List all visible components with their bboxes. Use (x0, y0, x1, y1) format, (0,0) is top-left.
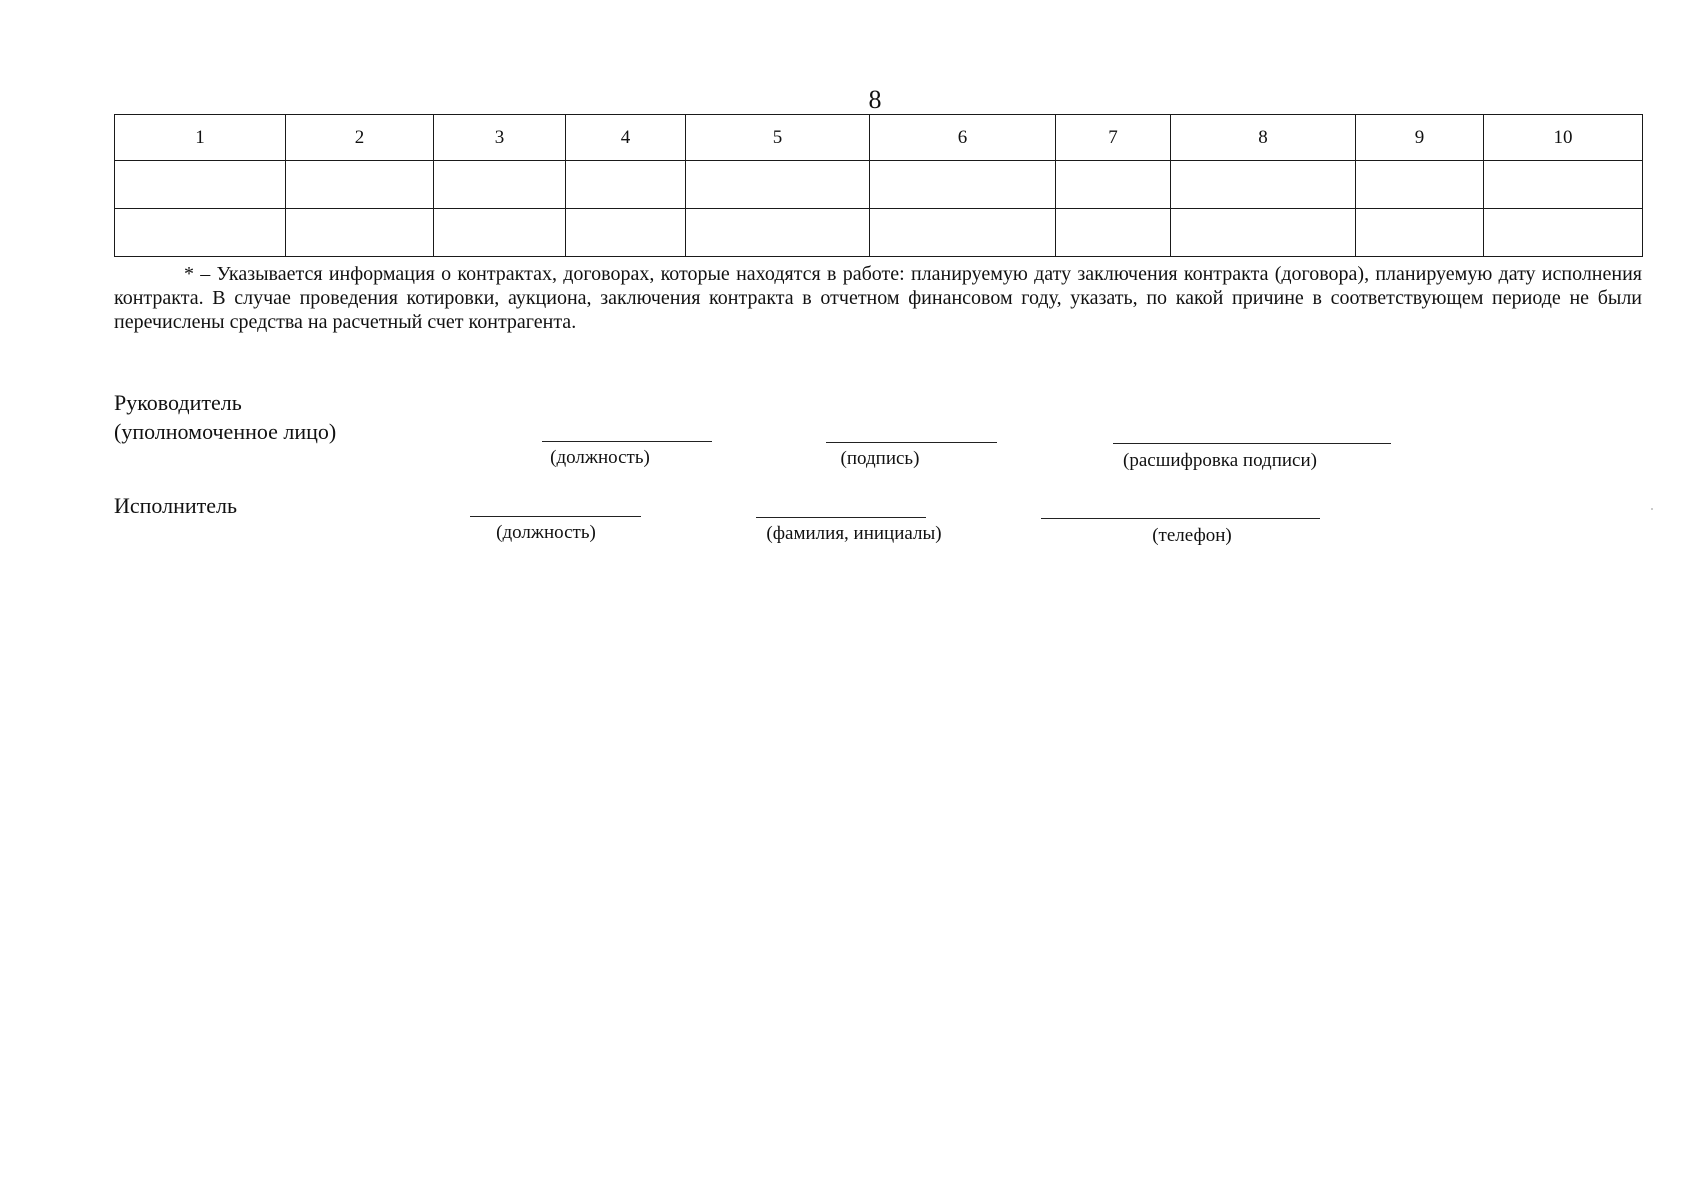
table-cell (286, 161, 434, 209)
column-number-header: 8 (1171, 115, 1356, 161)
table-header-row (115, 115, 1643, 161)
column-number-header: 2 (286, 115, 434, 161)
head-position-line (542, 441, 712, 442)
table-cell (870, 209, 1056, 257)
table-cell (566, 209, 686, 257)
table-cell (870, 161, 1056, 209)
table-row (115, 209, 1643, 257)
footnote: * – Указывается информация о контрактах, договорах, которые находятся в работе: планируемую дату заключения контракта (договора), планируемую дату исполнения контракта. В случае проведения котировки, аукциона, заключения контракта в отчетном финансовом году, указать, по какой причине в соответствующем периоде не были перечислены средства на расчетный счет контрагента. (114, 263, 1642, 333)
column-number-header: 10 (1484, 115, 1643, 161)
table-cell (1171, 209, 1356, 257)
table-cell (686, 161, 870, 209)
column-number-header: 9 (1356, 115, 1484, 161)
head-subtitle: (уполномоченное лицо) (114, 419, 337, 444)
executor-position-line (470, 516, 641, 517)
table-cell (1056, 161, 1171, 209)
executor-title: Исполнитель (114, 493, 238, 518)
column-number-header: 6 (870, 115, 1056, 161)
table-cell (566, 161, 686, 209)
table-cell (686, 209, 870, 257)
head-signature-decoding-caption: (расшифровка подписи) (1123, 450, 1317, 471)
table-cell (1484, 209, 1643, 257)
column-number-header: 1 (115, 115, 286, 161)
table-cell (115, 161, 286, 209)
table-cell (115, 209, 286, 257)
head-signature-caption: (подпись) (840, 448, 920, 469)
table-cell (286, 209, 434, 257)
table-cell (434, 161, 566, 209)
head-title: Руководитель (114, 390, 242, 415)
executor-name-line (756, 517, 926, 518)
column-number-header: 4 (566, 115, 686, 161)
table-cell (1356, 161, 1484, 209)
executor-phone-caption: (телефон) (1152, 525, 1232, 546)
head-signature-decoding-line (1113, 443, 1391, 444)
contracts-table (114, 114, 1643, 257)
table-cell (1484, 161, 1643, 209)
table-cell (434, 209, 566, 257)
head-position-caption: (должность) (550, 447, 650, 468)
column-number-header: 7 (1056, 115, 1171, 161)
table-cell (1171, 161, 1356, 209)
scan-speck (1651, 508, 1653, 510)
column-number-header: 5 (686, 115, 870, 161)
table-row (115, 161, 1643, 209)
executor-position-caption: (должность) (496, 522, 596, 543)
head-signature-line (826, 442, 997, 443)
column-number-header: 3 (434, 115, 566, 161)
executor-name-caption: (фамилия, инициалы) (766, 523, 942, 544)
executor-phone-line (1041, 518, 1320, 519)
page-number: 8 (868, 85, 882, 114)
table-cell (1056, 209, 1171, 257)
table-cell (1356, 209, 1484, 257)
